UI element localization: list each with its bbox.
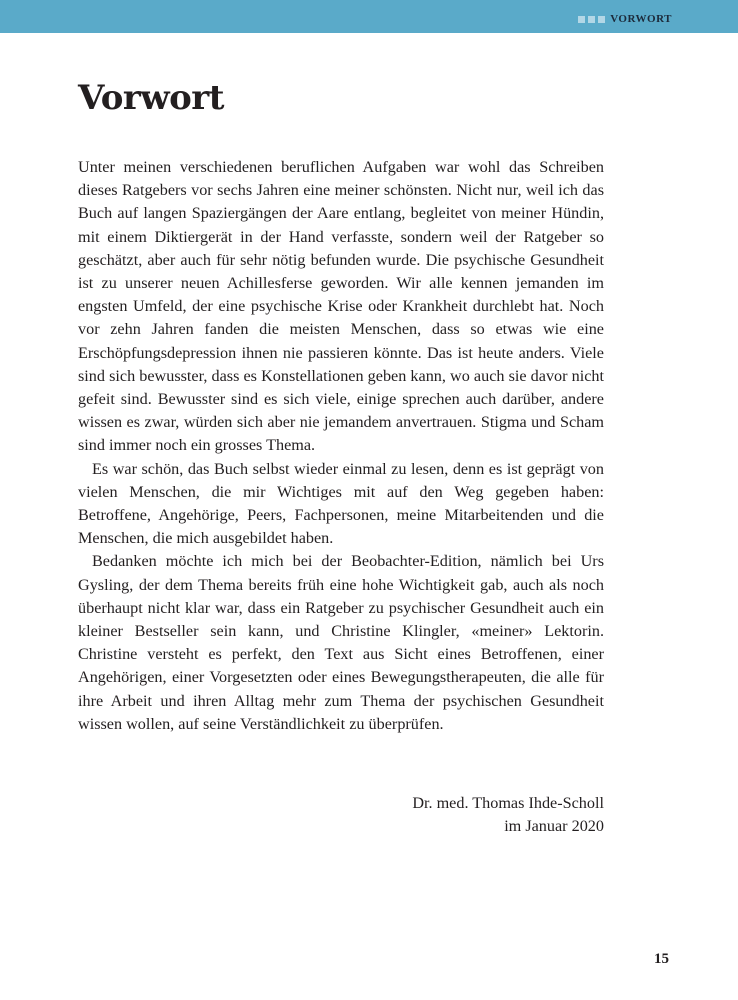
square-icon (598, 16, 605, 23)
page-title: Vorwort (78, 78, 224, 118)
paragraph: Unter meinen verschiedenen beruflichen Aufgaben war wohl das Schreiben dieses Ratgebers vor sechs Jahren eine meiner schönsten. Nicht nur, weil ich das Buch auf langen Spaziergängen der Aare entlang, begleitet von meiner Hündin, mit einem Diktiergerät in der Hand verfasste, sondern weil der Ratgeber so geschätzt, aber auch für sehr nötig befunden wurde. Die psychische Gesundheit ist zu unserer neuen Achillesferse geworden. Wir alle kennen jemanden im engsten Umfeld, der eine psychische Krise oder Krankheit durchlebt hat. Noch vor zehn Jahren fanden die meisten Menschen, dass so etwas wie eine Erschöpfungsdepression ihnen nie passieren könnte. Das ist heute anders. Viele sind sich bewusster, dass es Konstellationen geben kann, wo auch sie davor nicht gefeit sind. Bewusster sind es sich viele, einige sprechen auch darüber, andere wissen es zwar, würden sich aber nie jemandem anvertrauen. Stigma und Scham sind immer noch ein grosses Thema. (78, 158, 604, 455)
square-icon (588, 16, 595, 23)
three-squares-icon (578, 16, 605, 23)
signature-author: Dr. med. Thomas Ihde-Scholl (412, 794, 604, 812)
square-icon (578, 16, 585, 23)
body-text (78, 156, 604, 736)
signature-date: im Januar 2020 (504, 817, 604, 836)
page-number: 15 (654, 951, 669, 967)
running-header-bar (0, 0, 738, 33)
running-head (578, 13, 672, 25)
paragraph: Bedanken möchte ich mich bei der Beobachter-Edition, nämlich bei Urs Gysling, der dem Thema bereits früh eine hohe Wichtigkeit gab, auch als noch überhaupt nicht klar war, dass ein Ratgeber zu psychischer Gesundheit auch ein kleiner Bestseller sein kann, und Christine Klingler, «meiner» Lektorin. Christine versteht es perfekt, den Text aus Sicht eines Betroffenen, einer Angehörigen, einer Vorgesetzten oder eines Bewegungstherapeuten, die alle für ihre Arbeit und ihren Alltag mehr zum Thema der psychischen Gesundheit wissen wollen, auf seine Verständlichkeit zu überprüfen. (78, 552, 604, 733)
signature (412, 792, 604, 838)
paragraph: Es war schön, das Buch selbst wieder einmal zu lesen, denn es ist geprägt von vielen Menschen, die mir Wichtiges mit auf den Weg gegeben haben: Betroffene, Angehörige, Peers, Fachpersonen, meine Mitarbeitenden und die Menschen, die mich ausgebildet haben. (78, 459, 604, 548)
running-head-label: VORWORT (610, 13, 672, 25)
